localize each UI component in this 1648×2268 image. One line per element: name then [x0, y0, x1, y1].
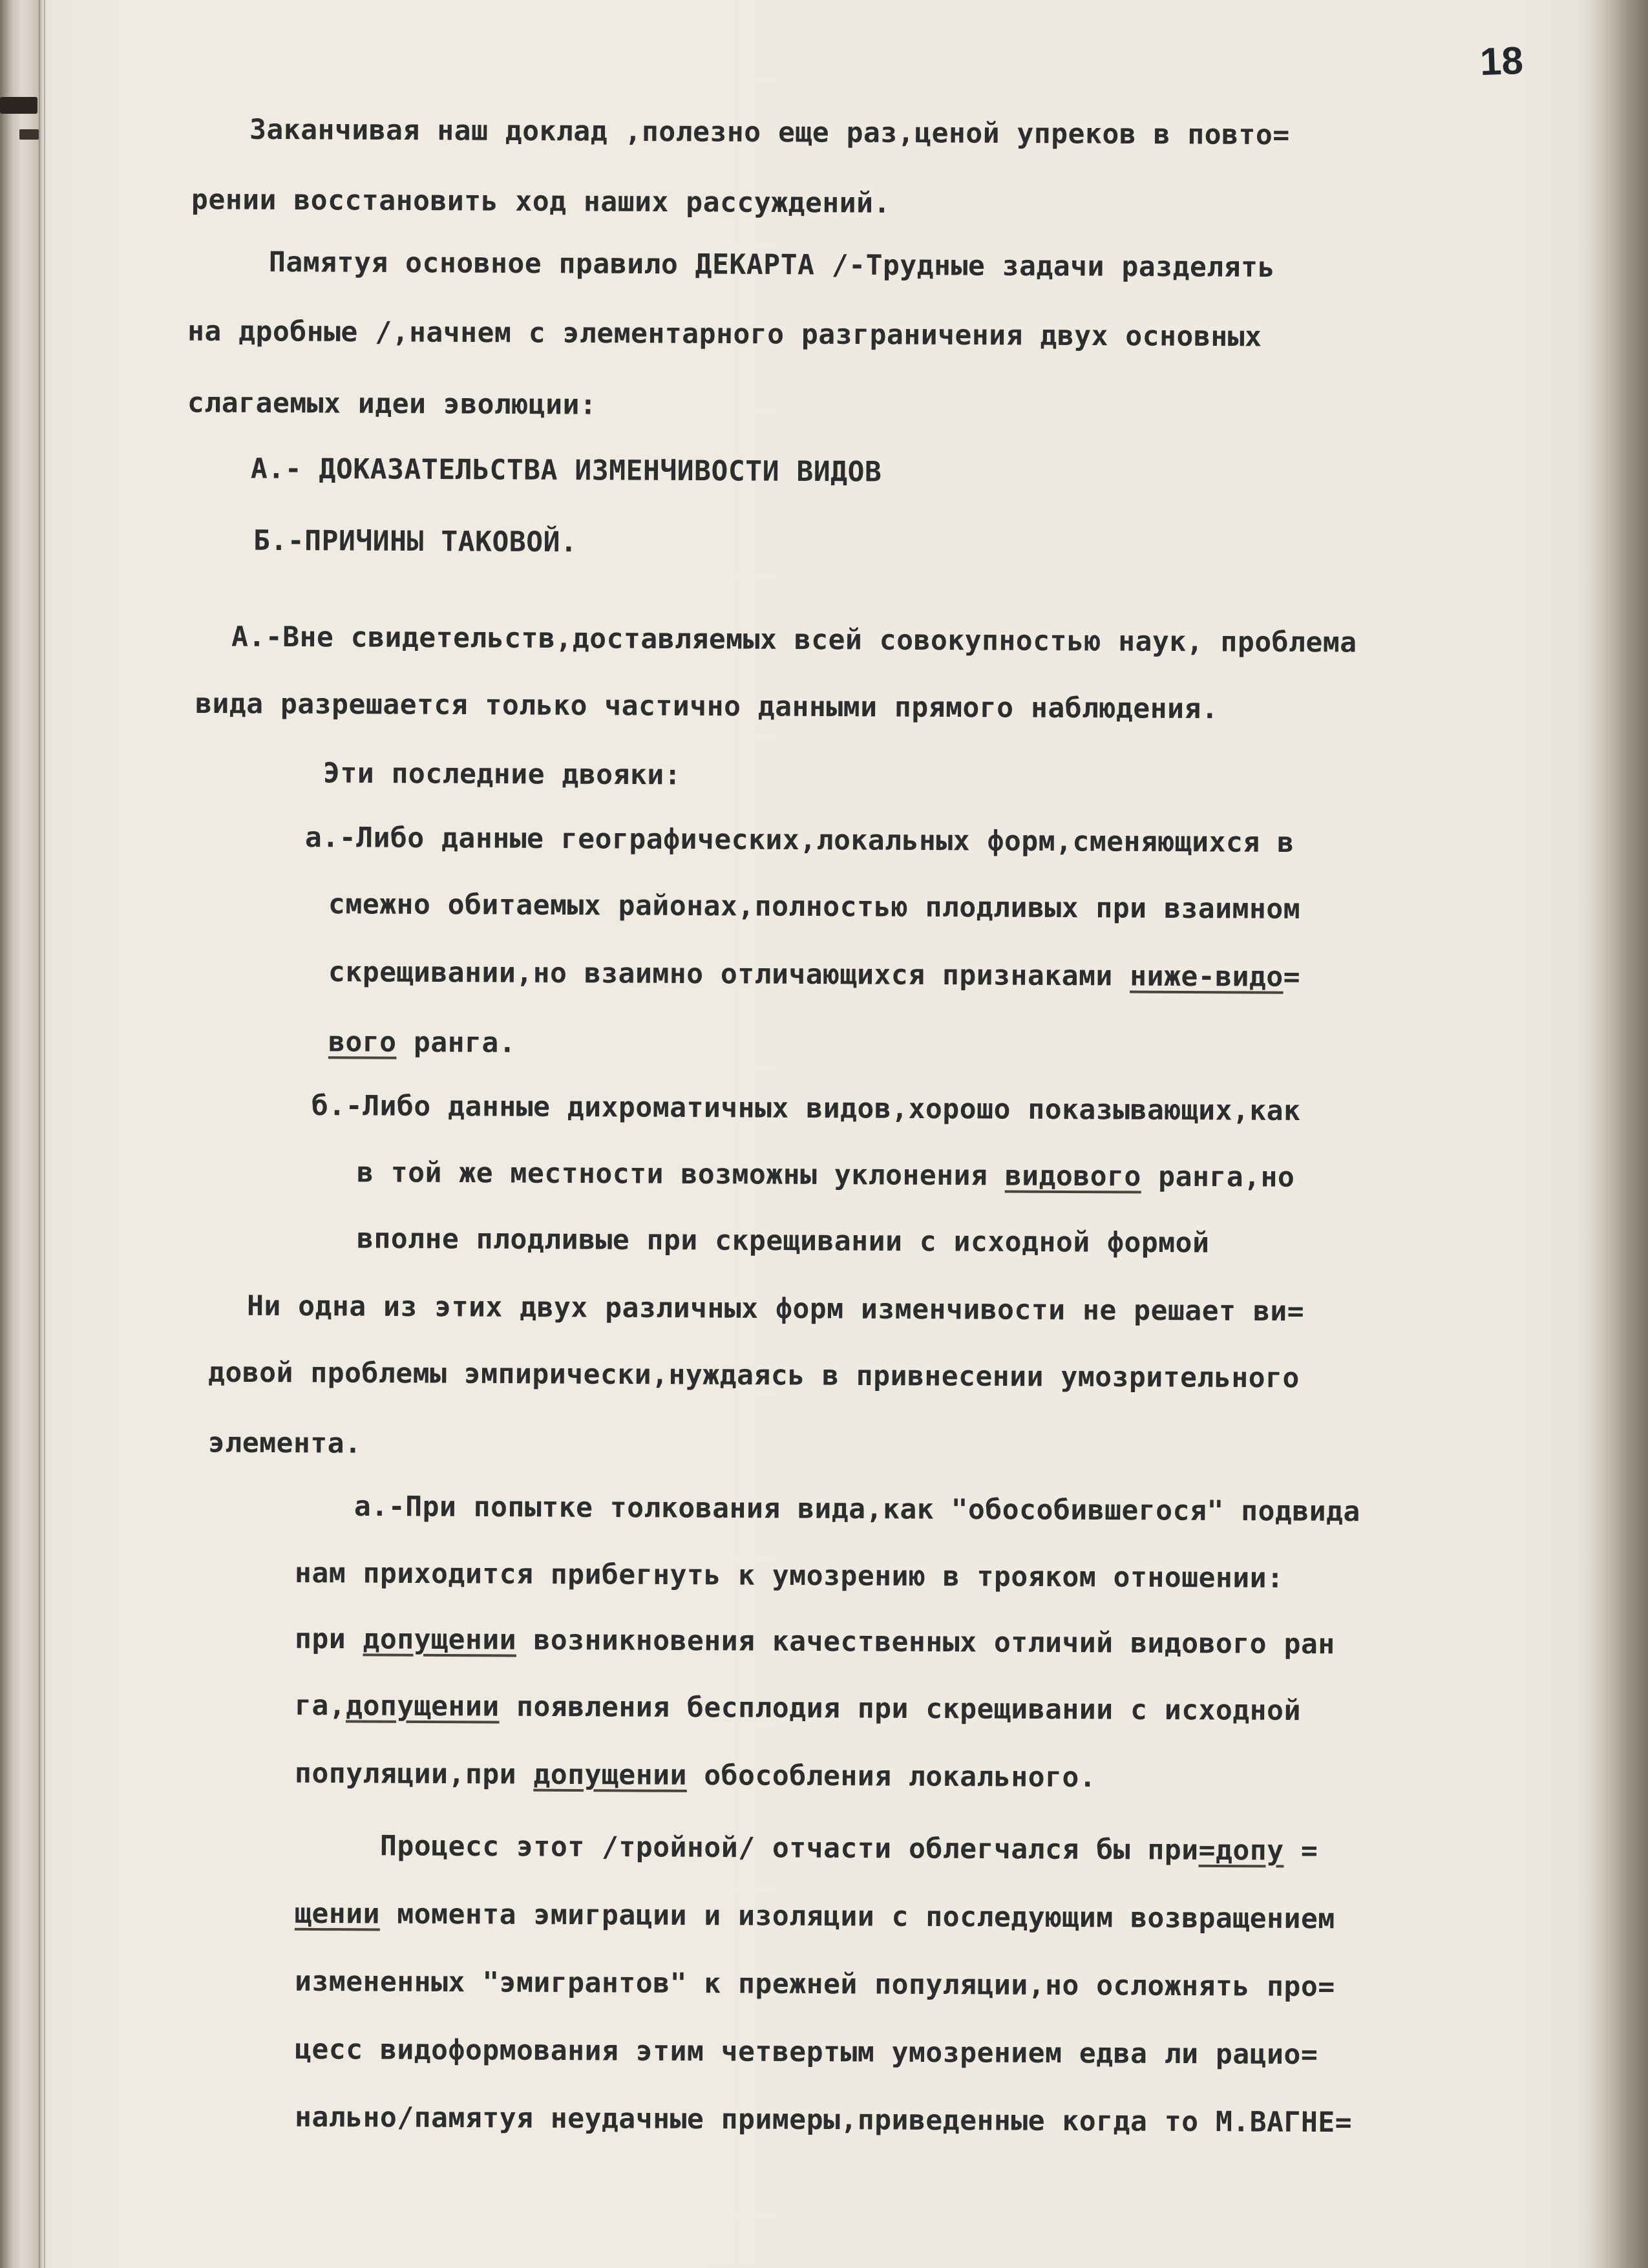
text-line-16-start: в той же местности возможны уклонения [356, 1156, 1005, 1192]
text-line-18: Ни одна из этих двух различных форм изменчивости не решает ви= [246, 1289, 1305, 1328]
page-number: 18 [1479, 38, 1524, 84]
underlined-term: ниже-видо [1130, 960, 1284, 993]
text-line-24 [295, 1690, 1301, 1727]
text-line-26-end: = [1284, 1834, 1318, 1867]
underlined-term: видового [1004, 1160, 1141, 1193]
text-line-14 [328, 1026, 516, 1059]
binding-crease [39, 0, 40, 2268]
underlined-term: допущении [533, 1758, 688, 1792]
text-line-4: на дробные /,начнем с элементарного разграничения двух основных [187, 315, 1262, 354]
text-line-30: нально/памятуя неудачные примеры,приведенные когда то М.ВАГНЕ= [294, 2101, 1353, 2139]
text-line-13-end: = [1283, 960, 1301, 993]
text-line-5: слагаемых идеи эволюции: [187, 387, 597, 421]
text-line-2: рении восстановить ход наших рассуждений. [191, 184, 891, 220]
text-line-27-end: момента эмиграции и изоляции с последующим возвращением [379, 1898, 1335, 1936]
text-line-24-start: га, [294, 1689, 346, 1722]
text-line-19: довой проблемы эмпирически,нуждаясь в привнесении умозрительного [207, 1356, 1300, 1395]
text-line-29: цесс видоформования этим четвертым умозрением едва ли рацио= [294, 2033, 1318, 2072]
underlined-term: =допу [1198, 1834, 1284, 1867]
text-line-3: Памятуя основное правило ДЕКАРТА /-Трудные задачи разделять [268, 246, 1276, 284]
underlined-term: допущении [346, 1690, 500, 1723]
binder-clip [0, 97, 37, 114]
text-line-21: а.-При попытке толкования вида,как "обособившегося" подвида [354, 1490, 1361, 1529]
text-line-17: вполне плодливые при скрещивании с исходной формой [356, 1222, 1210, 1260]
page-edge-shadow [1590, 0, 1648, 2268]
text-line-9: вида разрешается только частично данными прямого наблюдения. [195, 687, 1219, 726]
text-line-23-start: при [294, 1622, 363, 1656]
text-line-25 [295, 1757, 1097, 1794]
text-line-25-end: обособления локального. [686, 1759, 1097, 1794]
text-line-22: нам приходится прибегнуть к умозрению в трояком отношении: [294, 1556, 1284, 1595]
text-line-8: А.-Вне свидетельств,доставляемых всей совокупностью наук, проблема [231, 620, 1357, 659]
text-line-27 [295, 1898, 1335, 1935]
text-line-28: измененных "эмигрантов" к прежней популяции,но осложнять про= [294, 1965, 1335, 2004]
text-line-12: смежно обитаемых районах,полностью плодливых при взаимном [328, 888, 1301, 926]
text-line-25-start: популяции,при [294, 1757, 534, 1791]
underlined-term: щении [294, 1897, 381, 1931]
text-line-10: Эти последние двояки: [322, 757, 682, 792]
text-line-15: б.-Либо данные дихроматичных видов,хорошо показывающих,как [311, 1089, 1301, 1128]
binder-clip-tail [19, 129, 39, 140]
text-line-14-end: ранга. [396, 1026, 516, 1059]
text-line-26-start: Процесс этот /тройной/ отчасти облегчался бы при [379, 1830, 1199, 1867]
text-line-26 [380, 1830, 1318, 1867]
text-line-13-start: скрещивании,но взаимно отличающихся признаками [328, 956, 1130, 993]
text-line-20: элемента. [207, 1426, 362, 1460]
text-line-23-end: возникновения качественных отличий видового ран [516, 1624, 1335, 1661]
text-line-16 [357, 1156, 1295, 1194]
text-line-16-end: ранга,но [1141, 1160, 1295, 1194]
text-line-24-end: появления бесплодия при скрещивании с исходной [499, 1690, 1302, 1728]
underlined-term: допущении [363, 1623, 517, 1657]
text-line-23 [295, 1623, 1335, 1660]
text-line-7: Б.-ПРИЧИНЫ ТАКОВОЙ. [253, 524, 578, 559]
text-line-11: а.-Либо данные географических,локальных форм,сменяющихся в [304, 821, 1294, 860]
underlined-term: вого [328, 1026, 397, 1059]
text-line-6: А.- ДОКАЗАТЕЛЬСТВА ИЗМЕНЧИВОСТИ ВИДОВ [250, 452, 882, 489]
text-line-1: Заканчивая наш доклад ,полезно еще раз,ценой упреков в повто= [249, 113, 1290, 152]
text-line-13 [328, 956, 1300, 993]
